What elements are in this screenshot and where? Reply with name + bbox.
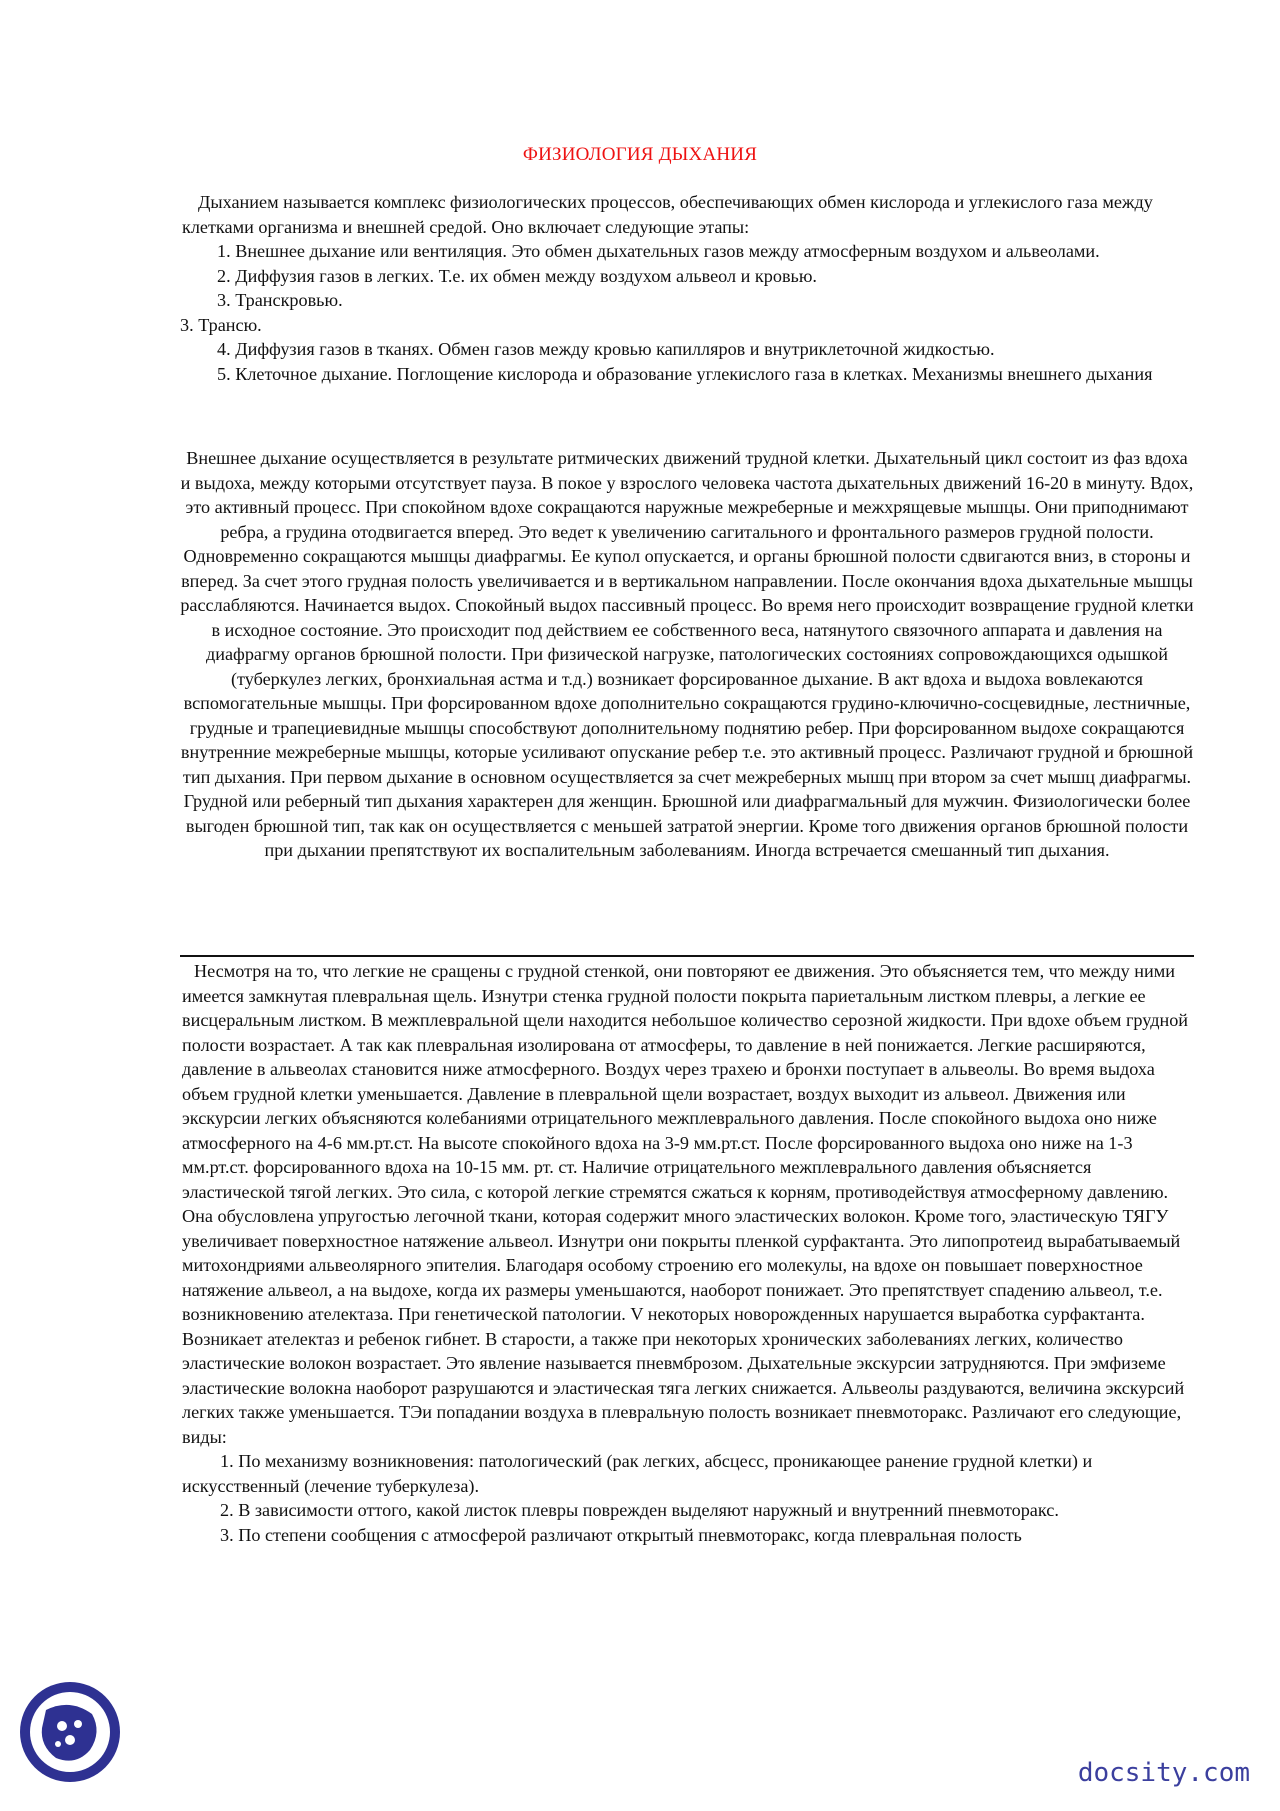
pneumothorax-type-item: 1. По механизму возникновения: патологический (рак легких, абсцесс, проникающее ранение грудной клетки) и искусственный (лечение туберкулеза). bbox=[182, 1451, 1093, 1496]
pneumothorax-type-item: 2. В зависимости оттого, какой листок плевры поврежден выделяют наружный и внутренний пневмоторакс. bbox=[220, 1500, 1059, 1520]
section-divider bbox=[180, 955, 1194, 957]
docsity-logo-icon[interactable] bbox=[18, 1680, 122, 1784]
document-title: ФИЗИОЛОГИЯ ДЫХАНИЯ bbox=[522, 144, 758, 165]
stage-item: 1. Внешнее дыхание или вентиляция. Это обмен дыхательных газов между атмосферным воздухом и альвеолами. bbox=[217, 241, 1100, 261]
docsity-brand-link[interactable]: docsity.com bbox=[1077, 1758, 1250, 1788]
intro-section bbox=[182, 190, 1192, 386]
pleura-paragraph: Несмотря на то, что легкие не сращены с грудной стенкой, они повторяют ее движения. Это объясняется тем, что между ними имеется замкнутая плевральная щель. Изнутри стенка грудной полости покрыта париетальным листком плевры, а легкие ее висцеральным листком. В межплевральной щели находится небольшое количество серозной жидкости. При вдохе объем грудной полости возрастает. А так как плевральная изолирована от атмосферы, то давление в ней понижается. Легкие расширяются, давление в альвеолах становится ниже атмосферного. Воздух через трахею и бронхи поступает в альвеолы. Во время выдоха объем грудной клетки уменьшается. Давление в плевральной щели возрастает, воздух выходит из альвеол. Движения или экскурсии легких объясняются колебаниями отрицательного межплеврального давления. После спокойного выдоха оно ниже атмосферного на 4-6 мм.рт.ст. На высоте спокойного вдоха на 3-9 мм.рт.ст. После форсированного выдоха оно ниже на 1-3 мм.рт.ст. форсированного вдоха на 10-15 мм. рт. ст. Наличие отрицательного межплеврального давления объясняется эластической тягой легких. Это сила, с которой легкие стремятся сжаться к корням, противодействуя атмосферному давлению. Она обусловлена упругостью легочной ткани, которая содержит много эластических волокон. Кроме того, эластическую ТЯГУ увеличивает поверхностное натяжение альвеол. Изнутри они покрыты пленкой сурфактанта. Это липопротеид вырабатываемый митохондриями альвеолярного эпителия. Благодаря особому строению его молекулы, на вдохе он повышает поверхностное натяжение альвеол, а на выдохе, когда их размеры уменьшаются, наоборот понижает. Это препятствует спадению альвеол, т.е. возникновению ателектаза. При генетической патологии. V некоторых новорожденных нарушается выработка сурфактанта. Возникает ателектаз и ребенок гибнет. В старости, а также при некоторых хронических заболеваниях легких, количество эластические волокон возрастает. Это явление называется пневмброзом. Дыхательные экскурсии затрудняются. При эмфиземе эластические волокна наоборот разрушаются и эластическая тяга легких снижается. Альвеолы раздуваются, величина экскурсий легких также уменьшается. ТЭи попадании воздуха в плевральную полость возникает пневмоторакс. Различают его следующие, виды: bbox=[182, 961, 1189, 1447]
stage-item: 3. Транскровью. bbox=[217, 290, 343, 310]
external-breathing-paragraph: Внешнее дыхание осуществляется в результате ритмических движений трудной клетки. Дыхательный цикл состоит из фаз вдоха и выдоха, между которыми отсутствует пауза. В покое у взрослого человека частота дыхательных движений 16-20 в минуту. Вдох, это активный процесс. При спокойном вдохе сокращаются наружные межреберные и межхрящевые мышцы. Они приподнимают ребра, а грудина отодвигается вперед. Это ведет к увеличению сагитального и фронтального размеров грудной полости. Одновременно сокращаются мышцы диафрагмы. Ее купол опускается, и органы брюшной полости сдвигаются вниз, в стороны и вперед. За счет этого грудная полость увеличивается и в вертикальном направлении. После окончания вдоха дыхательные мышцы расслабляются. Начинается выдох. Спокойный выдох пассивный процесс. Во время него происходит возвращение грудной клетки в исходное состояние. Это происходит под действием ее собственного веса, натянутого связочного аппарата и давления на диафрагму органов брюшной полости. При физической нагрузке, патологических состояниях сопровождающихся одышкой (туберкулез легких, бронхиальная астма и т.д.) возникает форсированное дыхание. В акт вдоха и выдоха вовлекаются вспомогательные мышцы. При форсированном вдохе дополнительно сокращаются грудино-ключично-сосцевидные, лестничные, грудные и трапециевидные мышцы способствуют дополнительному поднятию ребер. При форсированном выдохе сокращаются внутренние межреберные мышцы, которые усиливают опускание ребер т.е. это активный процесс. Различают грудной и брюшной тип дыхания. При первом дыхание в основном осуществляется за счет межреберных мышц при втором за счет мышц диафрагмы. Грудной или реберный тип дыхания характерен для женщин. Брюшной или диафрагмальный для мужчин. Физиологически более выгоден брюшной тип, так как он осуществляется с меньшей затратой энергии. Кроме того движения органов брюшной полости при дыхании препятствуют их воспалительным заболеваниям. Иногда встречается смешанный тип дыхания. bbox=[180, 448, 1194, 860]
stage-item: 2. Диффузия газов в легких. Т.е. их обмен между воздухом альвеол и кровью. bbox=[217, 265, 817, 286]
intro-definition: Дыханием называется комплекс физиологических процессов, обеспечивающих обмен кислорода и углекислого газа между клетками организма и внешней средой. Оно включает следующие этапы: bbox=[182, 192, 1153, 237]
stage-item: 4. Диффузия газов в тканях. Обмен газов между кровью капилляров и внутриклеточной жидкостью. bbox=[217, 339, 995, 359]
pleura-section bbox=[182, 959, 1194, 1547]
pneumothorax-type-item: 3. По степени сообщения с атмосферой различают открытый пневмоторакс, когда плевральная полость bbox=[220, 1524, 1022, 1545]
stage-item: 5. Клеточное дыхание. Поглощение кислорода и образование углекислого газа в клетках. Механизмы внешнего дыхания bbox=[217, 363, 1153, 384]
stage-item: 3. Трансю. bbox=[180, 314, 262, 335]
